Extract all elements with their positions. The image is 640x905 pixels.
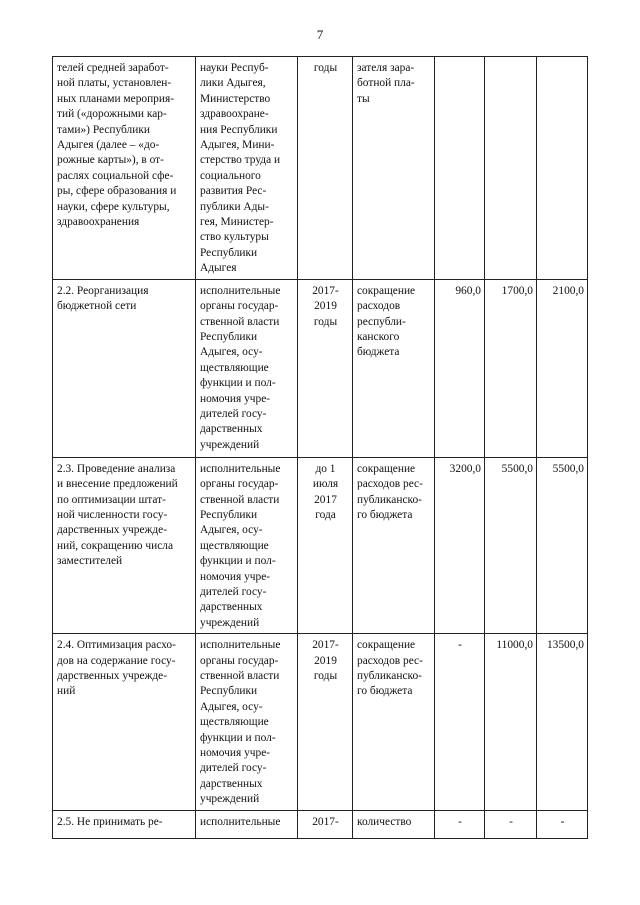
measure-cell: 2.4. Оптимизация расхо- дов на содержание госу- дарственных учрежде- ний (53, 634, 196, 811)
executors-cell: исполнительные органы государ- ственной власти Республики Адыгея, осу- ществляющие функции и пол- номочия учре- дителей госу- дарственных учреждений (196, 634, 298, 811)
measure-cell: 2.5. Не принимать ре- (53, 811, 196, 839)
value-2019-cell (537, 57, 588, 280)
period-cell: 2017- 2019 годы (298, 634, 353, 811)
value-2017-cell: 3200,0 (435, 457, 485, 633)
indicator-cell: сокращение расходов рес- публиканско- го бюджета (353, 634, 435, 811)
indicator-cell: количество (353, 811, 435, 839)
value-2018-cell: 5500,0 (485, 457, 537, 633)
period-cell: годы (298, 57, 353, 280)
measure-cell: 2.2. Реорганизация бюджетной сети (53, 279, 196, 457)
period-cell: 2017- 2019 годы (298, 279, 353, 457)
value-2018-cell: 11000,0 (485, 634, 537, 811)
period-cell: до 1 июля 2017 года (298, 457, 353, 633)
table-row (53, 811, 588, 839)
page-number: 7 (316, 27, 324, 42)
value-2019-cell: 2100,0 (537, 279, 588, 457)
table-row (53, 457, 588, 633)
executors-cell: исполнительные органы государ- ственной власти Республики Адыгея, осу- ществляющие функции и пол- номочия учре- дителей госу- дарственных учреждений (196, 457, 298, 633)
value-2017-cell: - (435, 634, 485, 811)
value-2017-cell (435, 57, 485, 280)
measures-table (52, 56, 588, 839)
value-2017-cell: 960,0 (435, 279, 485, 457)
value-2019-cell: 5500,0 (537, 457, 588, 633)
table-row (53, 634, 588, 811)
indicator-cell: сокращение расходов республи- канского бюджета (353, 279, 435, 457)
value-2018-cell: 1700,0 (485, 279, 537, 457)
period-cell: 2017- (298, 811, 353, 839)
value-2019-cell: - (537, 811, 588, 839)
measure-cell: телей средней заработ- ной платы, установлен- ных планами мероприя- тий («дорожными кар- тами») Республики Адыгея (далее – «до- рожные карты»), в от- раслях социальной сфе- ры, сфере образования и науки, сфере культуры, здравоохранения (53, 57, 196, 280)
executors-cell: исполнительные органы государ- ственной власти Республики Адыгея, осу- ществляющие функции и пол- номочия учре- дителей госу- дарственных учреждений (196, 279, 298, 457)
table-row (53, 279, 588, 457)
value-2019-cell: 13500,0 (537, 634, 588, 811)
measure-cell: 2.3. Проведение анализа и внесение предложений по оптимизации штат- ной численности госу- дарственных учрежде- ний, сокращению числа заместителей (53, 457, 196, 633)
value-2018-cell (485, 57, 537, 280)
table-row (53, 57, 588, 280)
value-2018-cell: - (485, 811, 537, 839)
indicator-cell: сокращение расходов рес- публиканско- го бюджета (353, 457, 435, 633)
executors-cell: науки Респуб- лики Адыгея, Министерство здравоохране- ния Республики Адыгея, Мини- стерство труда и социального развития Рес- публики Ады- гея, Министер- ство культуры Республики Адыгея (196, 57, 298, 280)
value-2017-cell: - (435, 811, 485, 839)
executors-cell: исполнительные (196, 811, 298, 839)
indicator-cell: зателя зара- ботной пла- ты (353, 57, 435, 280)
